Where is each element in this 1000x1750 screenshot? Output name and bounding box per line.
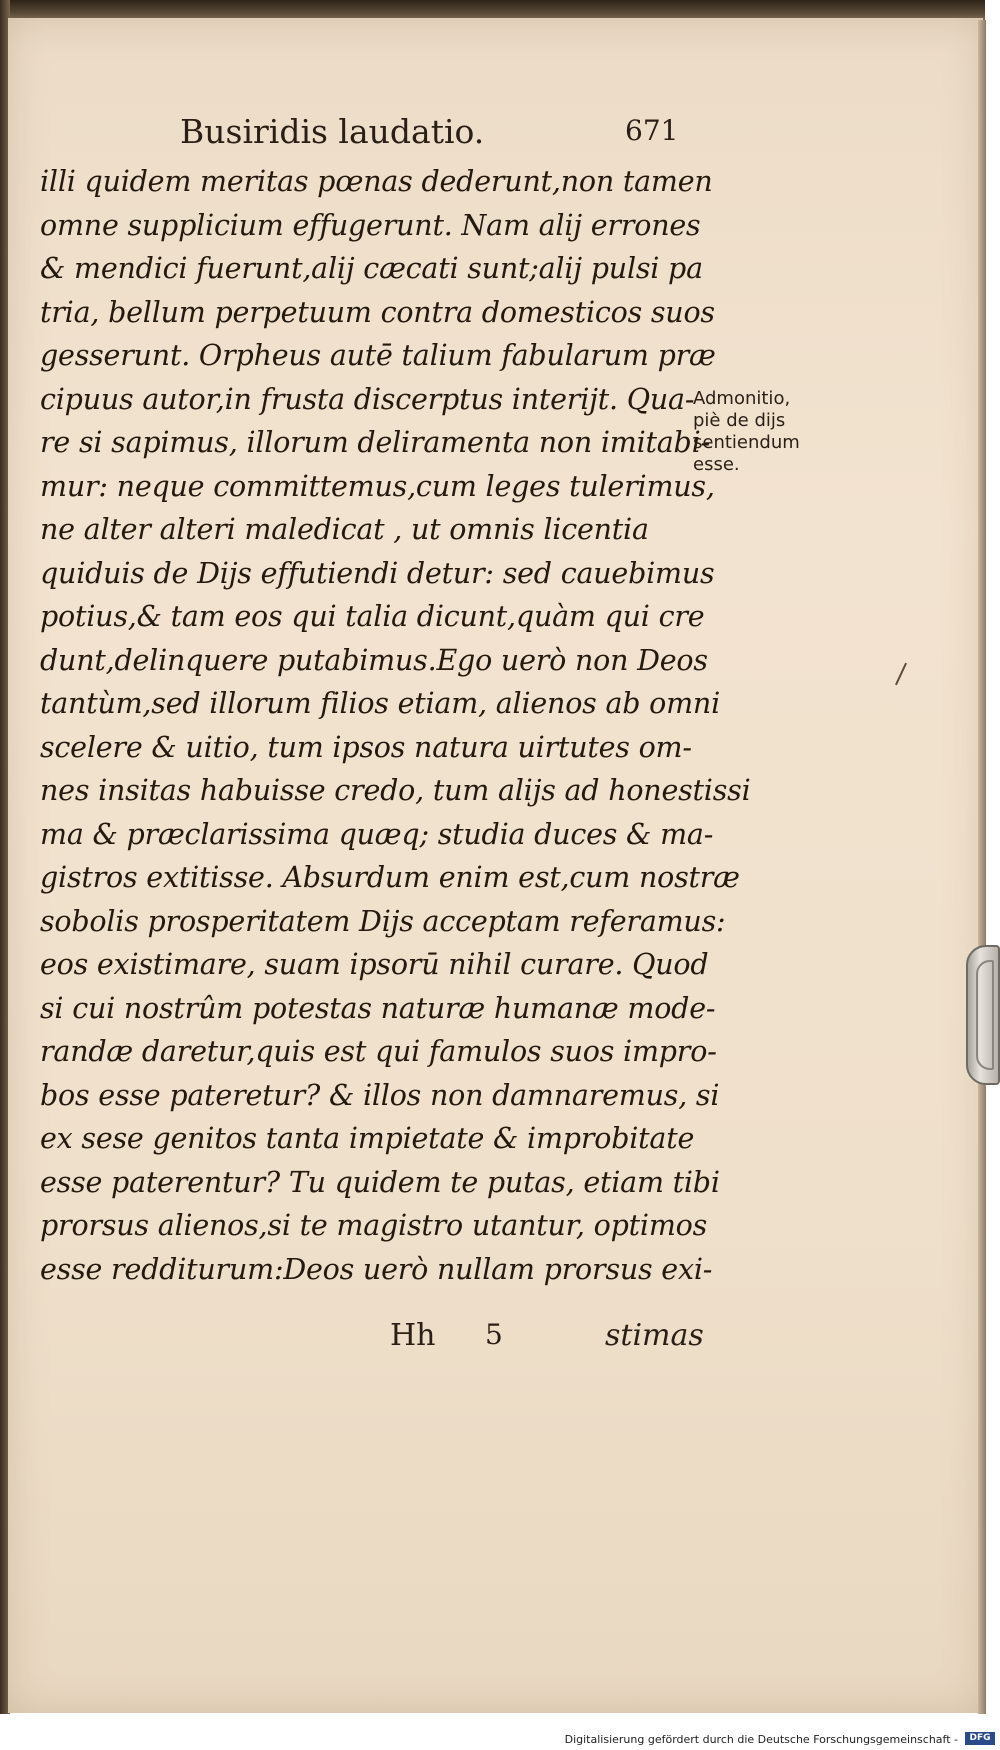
body-line: sobolis prosperitatem Dijs acceptam referamus: <box>40 904 726 938</box>
page-fore-edge <box>978 20 986 1715</box>
signature-mark: Hh <box>390 1318 436 1353</box>
body-line: dunt,delinquere putabimus.Ego uerò non Deos <box>40 643 708 677</box>
book-clasp-inner <box>976 960 994 1070</box>
body-line: cipuus autor,in frusta discerptus interijt. Qua- <box>40 382 695 416</box>
signature-line <box>390 1318 710 1358</box>
body-line: & mendici fuerunt,alij cæcati sunt;alij pulsi pa <box>40 252 703 285</box>
digitization-credit: Digitalisierung gefördert durch die Deutsche Forschungsgemeinschaft - <box>564 1733 958 1746</box>
body-line: esse redditurum:Deos uerò nullam prorsus exi- <box>40 1252 713 1286</box>
folio-number: 671 <box>625 114 679 147</box>
running-title: Busiridis laudatio. <box>180 112 485 151</box>
body-line: tantùm,sed illorum filios etiam, alienos ab omni <box>40 687 720 720</box>
body-line: illi quidem meritas pœnas dederunt,non tamen <box>40 165 713 198</box>
dfg-logo: DFG <box>965 1732 995 1745</box>
body-line: omne supplicium effugerunt. Nam alij errones <box>40 208 701 242</box>
marginal-note-line: piè de dijs <box>693 410 786 431</box>
catchword: stimas <box>605 1318 704 1353</box>
body-line: potius,& tam eos qui talia dicunt,quàm qui cre <box>40 600 705 633</box>
marginal-note-line: sentiendum <box>693 432 800 453</box>
body-line: eos existimare, suam ipsorū nihil curare. Quod <box>40 948 709 981</box>
body-line: quiduis de Dijs effutiendi detur: sed cauebimus <box>40 556 715 590</box>
page-header <box>180 112 700 160</box>
body-line: ex sese genitos tanta impietate & improbitate <box>40 1122 695 1155</box>
body-line: scelere & uitio, tum ipsos natura uirtutes om- <box>40 730 692 764</box>
body-line: esse paterentur? Tu quidem te putas, etiam tibi <box>40 1165 720 1199</box>
marginal-note <box>693 388 853 476</box>
body-line: re si sapimus, illorum deliramenta non imitabi- <box>40 426 710 459</box>
body-line: randæ daretur,quis est qui famulos suos impro- <box>40 1035 717 1068</box>
body-line: ne alter alteri maledicat , ut omnis licentia <box>40 513 649 546</box>
body-line: gistros extitisse. Absurdum enim est,cum nostræ <box>40 861 740 894</box>
body-line: gesserunt. Orpheus autē talium fabularum præ <box>40 339 716 372</box>
marginal-note-line: Admonitio, <box>693 388 791 409</box>
marginal-note-line: esse. <box>693 454 740 475</box>
body-line: ma & præclarissima quæq; studia duces & ma- <box>40 817 714 851</box>
body-line: mur: neque committemus,cum leges tulerimus, <box>40 469 715 503</box>
body-line: si cui nostrûm potestas naturæ humanæ mode- <box>40 991 716 1025</box>
body-line: prorsus alienos,si te magistro utantur, optimos <box>40 1209 708 1242</box>
body-line: tria, bellum perpetuum contra domesticos suos <box>40 295 715 329</box>
signature-number: 5 <box>485 1318 503 1351</box>
body-line: nes insitas habuisse credo, tum alijs ad honestissi <box>40 774 751 807</box>
body-line: bos esse pateretur? & illos non damnaremus, si <box>40 1078 720 1112</box>
